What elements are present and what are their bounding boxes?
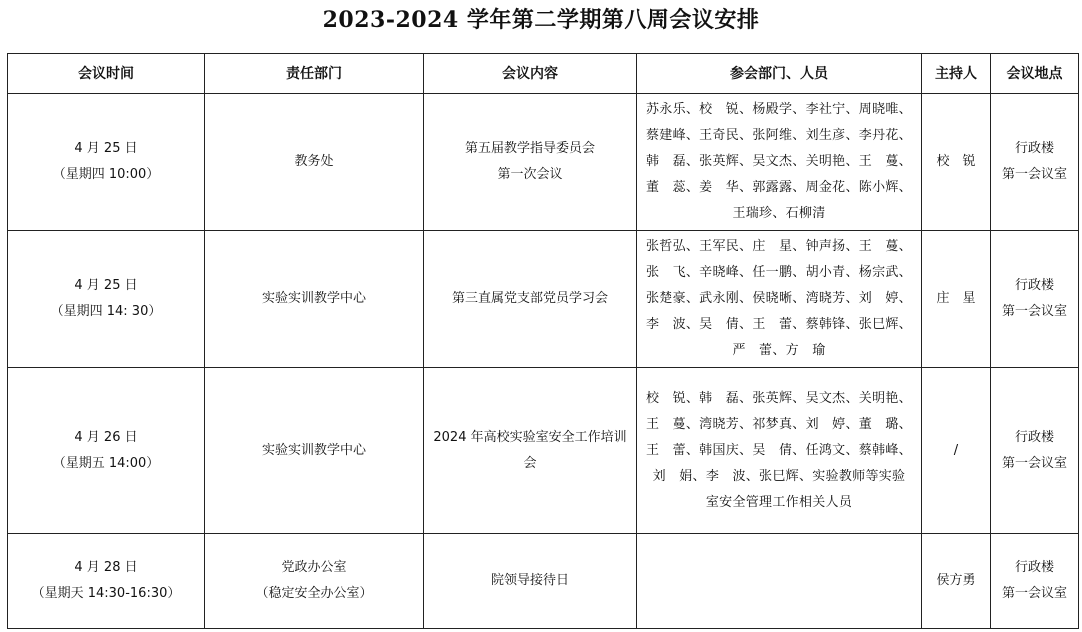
cell-time	[8, 368, 205, 534]
cell-content	[424, 231, 637, 368]
people-line: 王瑞珍、石柳清	[732, 206, 826, 221]
header-row	[8, 54, 1079, 94]
table-row	[8, 231, 1079, 368]
dept-name: 实验实训教学中心	[261, 291, 366, 306]
cell-time	[8, 94, 205, 231]
content-line: 院领导接待日	[490, 573, 569, 588]
cell-dept	[205, 94, 424, 231]
meeting-schedule-table	[7, 53, 1079, 629]
table-row	[8, 534, 1079, 629]
time-clock: （星期四 10:00）	[52, 167, 160, 182]
location-room: 第一会议室	[1001, 167, 1067, 182]
cell-content	[424, 368, 637, 534]
dept-name: 实验实训教学中心	[261, 442, 366, 458]
content-line: 会	[523, 455, 537, 471]
location-building: 行政楼	[1014, 278, 1054, 293]
people-line: 校 锐、韩 磊、张英辉、吴文杰、关明艳、	[645, 390, 912, 406]
people-line: 韩 磊、张英辉、吴文杰、关明艳、王 蔓、	[645, 154, 912, 169]
cell-host: 庄 星	[922, 231, 991, 368]
header-host: 主持人	[922, 54, 991, 94]
dept-subname: （稳定安全办公室）	[255, 586, 373, 601]
people-line: 苏永乐、校 锐、杨殿学、李社宁、周晓唯、	[645, 102, 912, 117]
people-line: 张楚豪、武永刚、侯晓晰、湾晓芳、刘 婷、	[645, 291, 912, 306]
people-line: 严 蕾、方 瑜	[732, 343, 826, 358]
time-date: 4 月 28 日	[74, 560, 138, 575]
people-line: 室安全管理工作相关人员	[705, 494, 853, 510]
time-date: 4 月 25 日	[74, 141, 138, 156]
people-line: 刘 娟、李 波、张巳辉、实验教师等实验	[652, 468, 906, 484]
time-date: 4 月 25 日	[74, 278, 138, 293]
cell-people	[637, 94, 922, 231]
header-location: 会议地点	[991, 54, 1079, 94]
cell-people	[637, 231, 922, 368]
cell-location	[991, 231, 1079, 368]
location-building: 行政楼	[1014, 429, 1054, 445]
cell-people	[637, 368, 922, 534]
cell-dept	[205, 231, 424, 368]
people-line: 王 蔓、湾晓芳、祁梦真、刘 婷、董 璐、	[645, 416, 912, 432]
people-line: 李 波、吴 倩、王 蕾、蔡韩锋、张巳辉、	[645, 317, 912, 332]
cell-location	[991, 534, 1079, 629]
cell-location	[991, 94, 1079, 231]
cell-content	[424, 534, 637, 629]
people-line: 张哲弘、王军民、庄 星、钟声扬、王 蔓、	[645, 239, 912, 254]
cell-time	[8, 231, 205, 368]
content-line: 2024 年高校实验室安全工作培训	[433, 429, 627, 445]
cell-time	[8, 534, 205, 629]
people-line: 张 飞、辛晓峰、任一鹏、胡小青、杨宗武、	[645, 265, 912, 280]
header-content: 会议内容	[424, 54, 637, 94]
cell-people	[637, 534, 922, 629]
location-room: 第一会议室	[1001, 304, 1067, 319]
cell-location	[991, 368, 1079, 534]
content-line: 第五届教学指导委员会	[464, 141, 595, 156]
header-people: 参会部门、人员	[637, 54, 922, 94]
header-dept: 责任部门	[205, 54, 424, 94]
location-room: 第一会议室	[1001, 586, 1067, 601]
content-line: 第一次会议	[497, 167, 563, 182]
content-line: 第三直属党支部党员学习会	[451, 291, 608, 306]
location-building: 行政楼	[1014, 560, 1054, 575]
dept-name: 教务处	[294, 154, 334, 169]
people-line: 董 蕊、姜 华、郭露露、周金花、陈小辉、	[645, 180, 912, 195]
cell-host: /	[922, 368, 991, 534]
cell-dept	[205, 368, 424, 534]
page-title: 2023-2024 学年第二学期第八周会议安排	[322, 7, 760, 33]
cell-content	[424, 94, 637, 231]
header-time: 会议时间	[8, 54, 205, 94]
cell-host: 校 锐	[922, 94, 991, 231]
people-line: 王 蕾、韩国庆、吴 倩、任鸿文、蔡韩峰、	[645, 442, 912, 458]
cell-dept	[205, 534, 424, 629]
dept-name: 党政办公室	[281, 560, 347, 575]
location-building: 行政楼	[1014, 141, 1054, 156]
time-clock: （星期五 14:00）	[52, 455, 160, 471]
table-row	[8, 368, 1079, 534]
time-clock: （星期天 14:30-16:30）	[31, 586, 181, 601]
people-line: 蔡建峰、王奇民、张阿维、刘生彦、李丹花、	[645, 128, 912, 143]
location-room: 第一会议室	[1001, 455, 1067, 471]
time-clock: （星期四 14: 30）	[50, 304, 162, 319]
time-date: 4 月 26 日	[74, 429, 138, 445]
cell-host: 侯方勇	[922, 534, 991, 629]
table-row	[8, 94, 1079, 231]
